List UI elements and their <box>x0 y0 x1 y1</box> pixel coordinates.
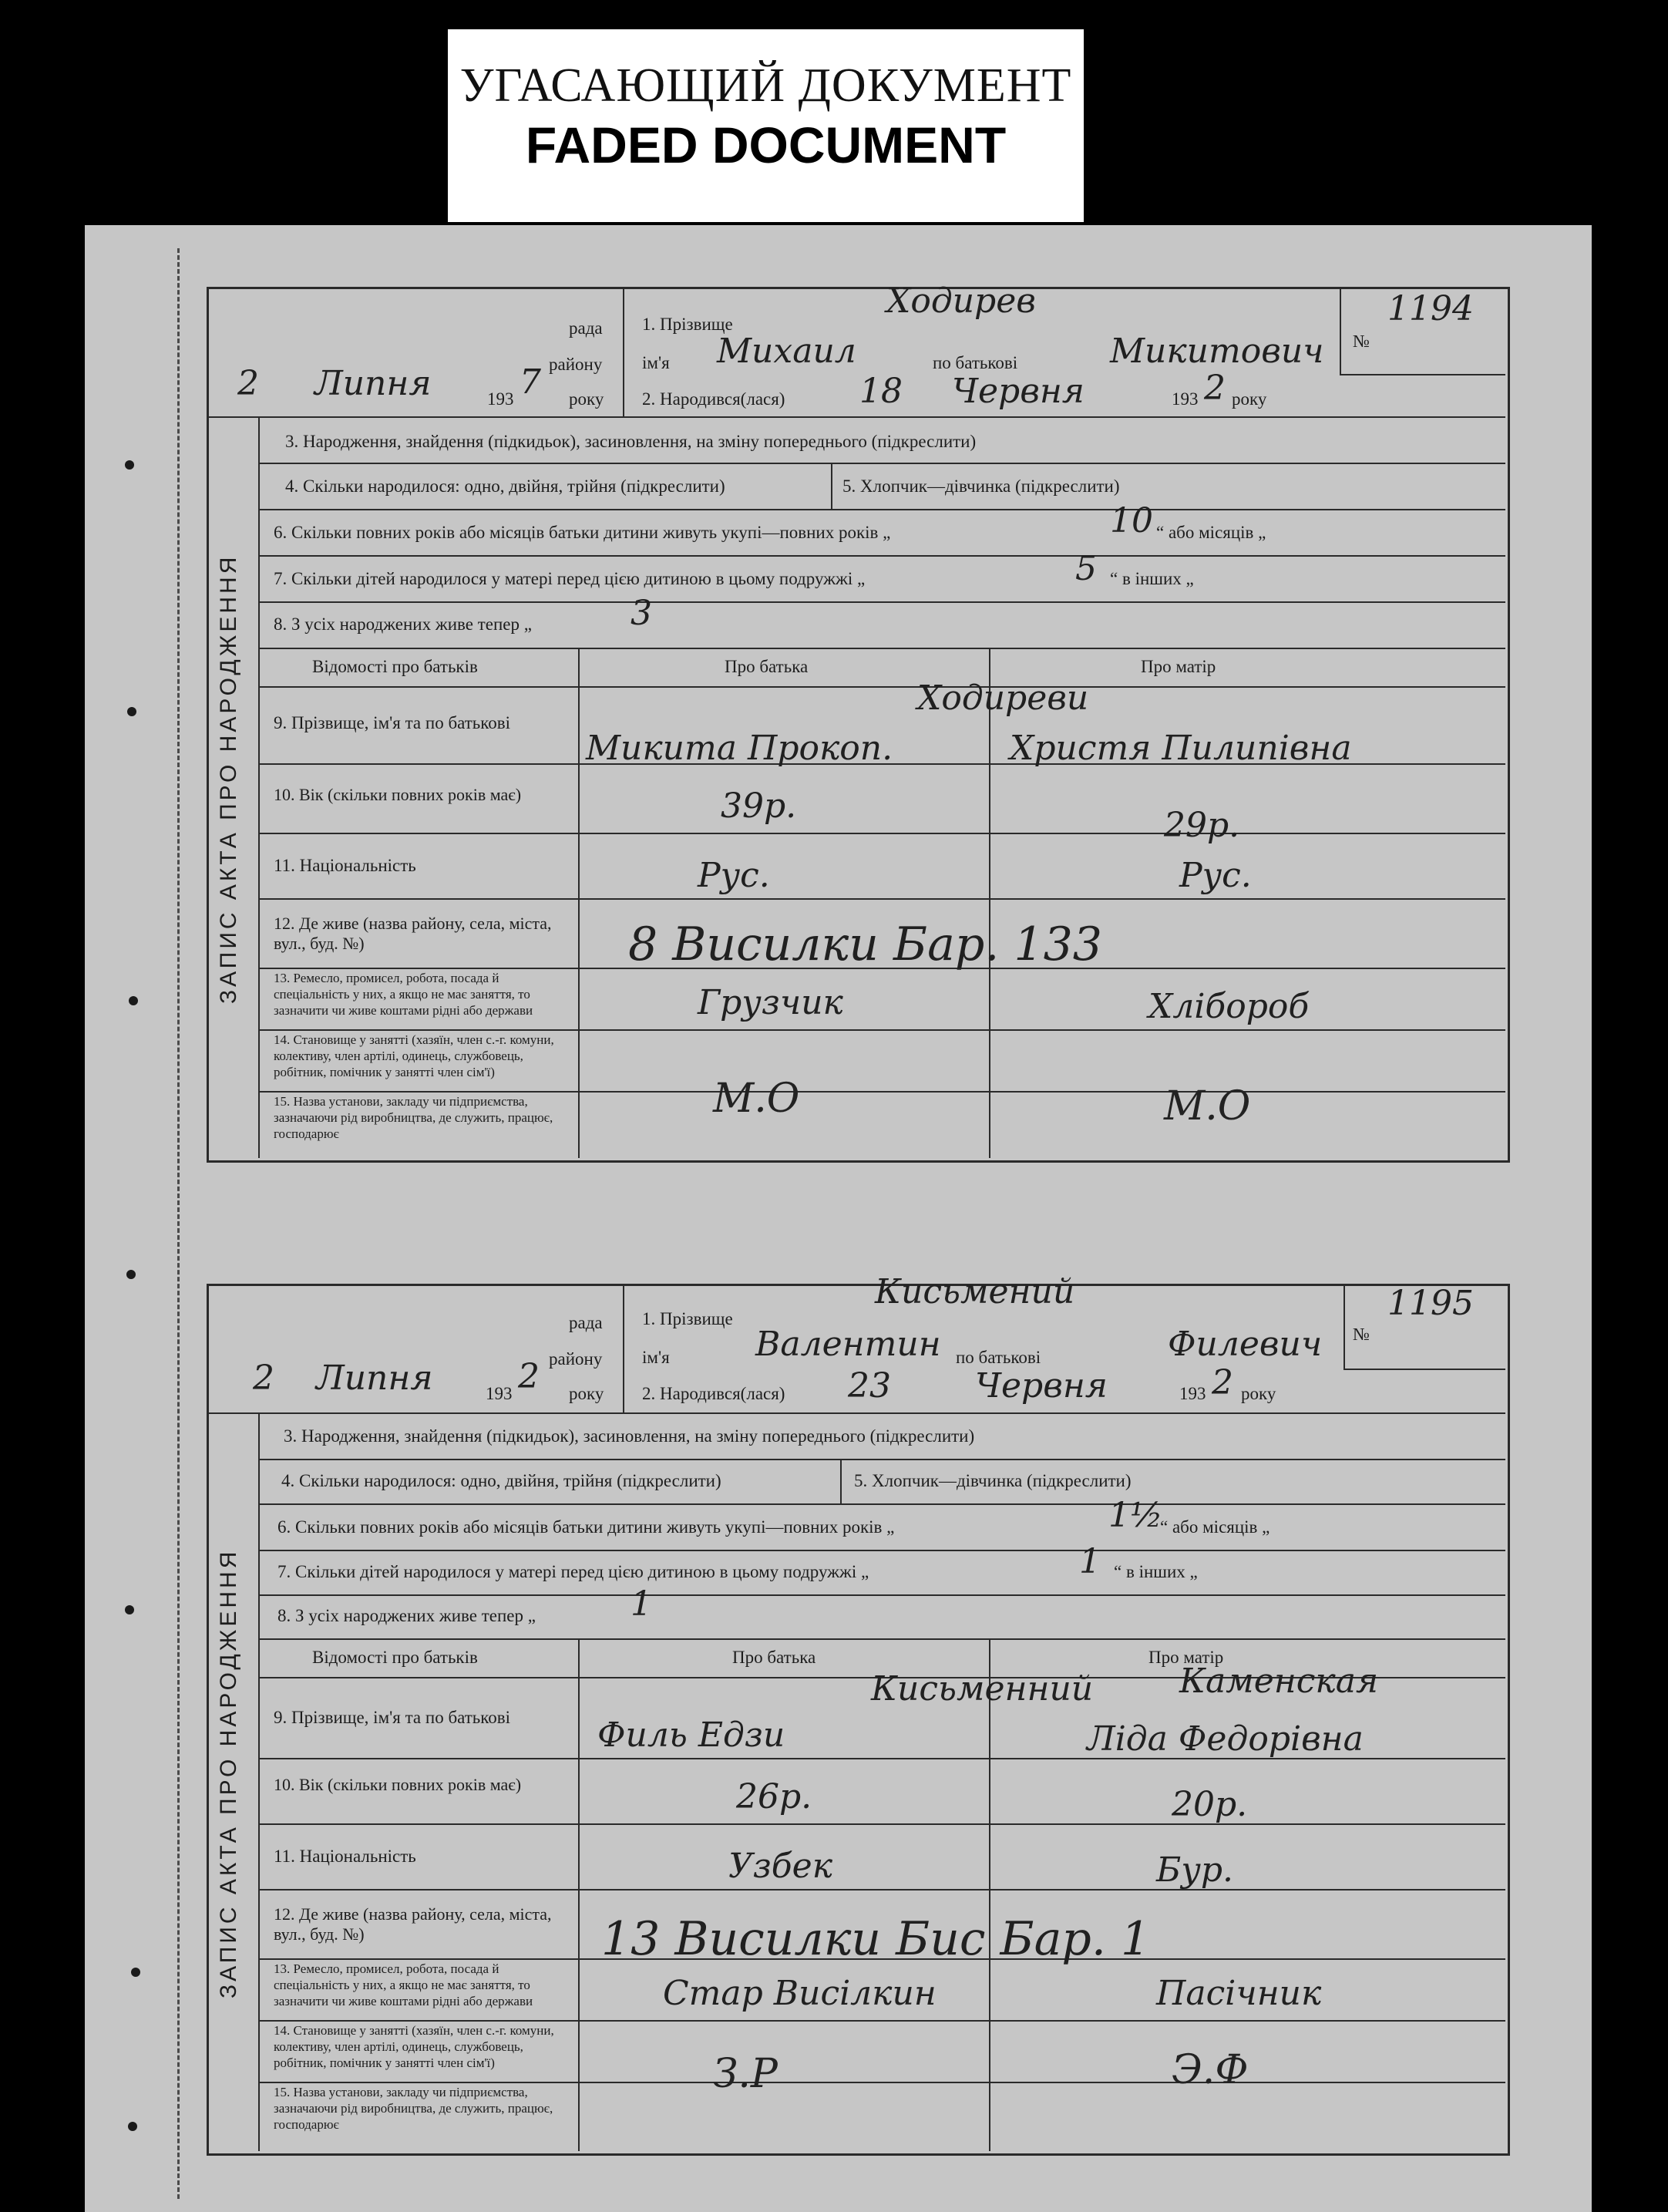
label-patronymic: по батькові <box>933 353 1018 372</box>
address: 13 Висилки Бис Бар. 1 <box>601 1912 1151 1966</box>
row3-label: 3. Народження, знайдення (підкидьок), засиновлення, на зміну попереднього (підкреслити) <box>285 432 977 451</box>
r11-label: 11. Національність <box>274 1847 416 1866</box>
father-name: Микита Прокоп. <box>586 729 893 768</box>
registration-day: 2 <box>237 364 259 403</box>
row6b-label: “ або місяців „ <box>1156 523 1266 542</box>
row6b-label: “ або місяців „ <box>1160 1517 1270 1537</box>
r15-label: 15. Назва установи, закладу чи підприємства, зазначаючи рід виробництва, де служить, працює, господарює <box>274 1094 553 1141</box>
mother-age: 29р. <box>1164 806 1240 845</box>
banner-english-text: FADED DOCUMENT <box>525 116 1007 173</box>
label-surname: 1. Прізвище <box>642 315 733 334</box>
children-living: 3 <box>631 594 652 633</box>
row5-label: 5. Хлопчик—дівчинка (підкреслити) <box>854 1471 1132 1490</box>
header-father: Про батька <box>732 1648 816 1667</box>
row8-label: 8. З усіх народжених живе тепер „ <box>274 614 532 634</box>
label-raion: району <box>549 1349 603 1369</box>
child-patronymic: Микитович <box>1110 332 1324 371</box>
mother-surname: Каменская <box>1179 1662 1379 1701</box>
child-patronymic: Филевич <box>1168 1325 1323 1364</box>
birth-day: 18 <box>859 372 903 411</box>
punch-hole <box>126 1270 136 1279</box>
row7-label: 7. Скільки дітей народилося у матері перед цією дитиною в цьому подружжі „ <box>274 569 866 588</box>
label-patronymic: по батькові <box>956 1348 1041 1367</box>
birth-year-digit: 2 <box>1212 1363 1233 1402</box>
father-workplace: З.Р <box>713 2051 778 2097</box>
child-surname: Кисьмений <box>875 1272 1075 1311</box>
r10-label: 10. Вік (скільки повних років має) <box>274 785 522 804</box>
father-occupation: Грузчик <box>698 983 843 1022</box>
children-living: 1 <box>631 1584 652 1624</box>
registration-month: Липня <box>314 364 432 403</box>
row6-label: 6. Скільки повних років або місяців батьки дитини живуть укупі—повних років „ <box>274 523 891 542</box>
label-number: № <box>1353 332 1370 351</box>
label-name: ім'я <box>642 1348 670 1367</box>
label-surname: 1. Прізвище <box>642 1309 733 1328</box>
parents-surname: Ходиреви <box>917 678 1089 718</box>
child-name: Михаил <box>717 332 856 371</box>
punch-hole <box>129 996 138 1005</box>
label-born: 2. Народився(лася) <box>642 1384 785 1403</box>
father-nationality: Рус. <box>698 856 770 895</box>
father-workplace: М.О <box>713 1076 800 1122</box>
r13-label: 13. Ремесло, промисел, робота, посада й спеціальність у них, а якщо не має заняття, то зазначити чи живе коштами рідні або держави <box>274 971 533 1018</box>
row3-label: 3. Народження, знайдення (підкидьок), засиновлення, на зміну попереднього (підкреслити) <box>284 1426 975 1446</box>
mother-workplace: М.О <box>1164 1083 1251 1130</box>
mother-workplace: Э.Ф <box>1172 2047 1249 2093</box>
punch-hole <box>127 707 136 716</box>
children-before: 5 <box>1075 549 1097 588</box>
r9-label: 9. Прізвище, ім'я та по батькові <box>274 713 511 732</box>
years-together: 10 <box>1110 501 1153 540</box>
birth-month: Червня <box>975 1366 1108 1406</box>
label-born: 2. Народився(лася) <box>642 389 785 409</box>
label-roku: року <box>569 1384 604 1403</box>
punch-hole <box>125 1605 134 1614</box>
registration-year-digit: 7 <box>520 362 541 402</box>
row4-label: 4. Скільки народилося: одно, двійня, трійня (підкреслити) <box>281 1471 721 1490</box>
r11-label: 11. Національність <box>274 856 416 875</box>
row7-label: 7. Скільки дітей народилося у матері перед цією дитиною в цьому подружжі „ <box>277 1562 869 1581</box>
side-label: ЗАПИС АКТА ПРО НАРОДЖЕННЯ <box>216 1548 241 1998</box>
children-before: 1 <box>1079 1542 1101 1581</box>
row5-label: 5. Хлопчик—дівчинка (підкреслити) <box>842 476 1120 496</box>
father-age: 26р. <box>736 1777 812 1816</box>
father-name: Филь Едзи <box>597 1715 785 1755</box>
header-mother: Про матір <box>1141 657 1216 676</box>
registration-month: Липня <box>316 1359 433 1398</box>
r14-label: 14. Становище у занятті (хазяїн, член с.-г. комуни, колективу, член артілі, одинець, службовець, робітник, помічник у занятті член сім'ї) <box>274 2023 554 2070</box>
mother-name: Христя Пилипівна <box>1010 729 1352 768</box>
header-parents: Відомості про батьків <box>312 1648 478 1667</box>
punch-hole <box>128 2122 137 2131</box>
years-together: 1½ <box>1108 1496 1163 1535</box>
label-roku: року <box>1241 1384 1276 1403</box>
punch-hole <box>125 460 134 470</box>
child-name: Валентин <box>755 1325 941 1364</box>
perforation-edge <box>177 248 186 2199</box>
r14-label: 14. Становище у занятті (хазяїн, член с.-г. комуни, колективу, член артілі, одинець, службовець, робітник, помічник у занятті член сім'ї) <box>274 1032 554 1079</box>
punch-hole <box>131 1968 140 1977</box>
registration-year-digit: 2 <box>518 1357 540 1396</box>
label-name: ім'я <box>642 353 670 372</box>
father-surname: Кисьменний <box>871 1669 1094 1709</box>
r9-label: 9. Прізвище, ім'я та по батькові <box>274 1708 511 1727</box>
r10-label: 10. Вік (скільки повних років має) <box>274 1775 522 1794</box>
r12-label: 12. Де живе (назва району, села, міста, вул., буд. №) <box>274 1904 552 1944</box>
record-number: 1194 <box>1387 289 1474 328</box>
row7b-label: “ в інших „ <box>1110 569 1194 588</box>
label-roku: року <box>569 389 604 409</box>
mother-name: Ліда Федорівна <box>1087 1719 1364 1759</box>
header-mother: Про матір <box>1148 1648 1224 1667</box>
address: 8 Висилки Бар. 133 <box>628 917 1102 971</box>
birth-day: 23 <box>848 1366 891 1406</box>
label-raion: району <box>549 355 603 374</box>
label-roku: року <box>1232 389 1267 409</box>
header-father: Про батька <box>725 657 809 676</box>
label-number: № <box>1353 1325 1370 1344</box>
row6-label: 6. Скільки повних років або місяців батьки дитини живуть укупі—повних років „ <box>277 1517 895 1537</box>
r12-label: 12. Де живе (назва району, села, міста, вул., буд. №) <box>274 914 552 953</box>
banner-russian-text: УГАСАЮЩИЙ ДОКУМЕНТ <box>459 59 1072 112</box>
r13-label: 13. Ремесло, промисел, робота, посада й спеціальність у них, а якщо не має заняття, то зазначити чи живе коштами рідні або держави <box>274 1961 533 2008</box>
mother-nationality: Бур. <box>1156 1850 1234 1890</box>
label-rada: рада <box>569 1313 603 1332</box>
r15-label: 15. Назва установи, закладу чи підприємства, зазначаючи рід виробництва, де служить, працює, господарює <box>274 2085 553 2132</box>
label-rada: рада <box>569 318 603 338</box>
mother-age: 20р. <box>1172 1785 1248 1824</box>
mother-occupation: Пасічник <box>1156 1974 1322 2013</box>
mother-nationality: Рус. <box>1179 856 1252 895</box>
record-number: 1195 <box>1387 1284 1474 1323</box>
row7b-label: “ в інших „ <box>1114 1562 1198 1581</box>
father-nationality: Узбек <box>728 1847 832 1886</box>
mother-occupation: Хлібороб <box>1148 987 1310 1026</box>
row4-label: 4. Скільки народилося: одно, двійня, трійня (підкреслити) <box>285 476 725 496</box>
father-occupation: Стар Висілкин <box>663 1974 937 2013</box>
father-age: 39р. <box>721 786 797 826</box>
header-parents: Відомості про батьків <box>312 657 478 676</box>
child-surname: Ходирев <box>886 281 1036 321</box>
birth-month: Червня <box>952 372 1085 411</box>
birth-year-digit: 2 <box>1204 369 1226 408</box>
row8-label: 8. З усіх народжених живе тепер „ <box>277 1606 536 1625</box>
faded-document-label <box>448 29 1084 222</box>
registration-day: 2 <box>253 1359 274 1398</box>
side-label: ЗАПИС АКТА ПРО НАРОДЖЕННЯ <box>216 554 241 1004</box>
